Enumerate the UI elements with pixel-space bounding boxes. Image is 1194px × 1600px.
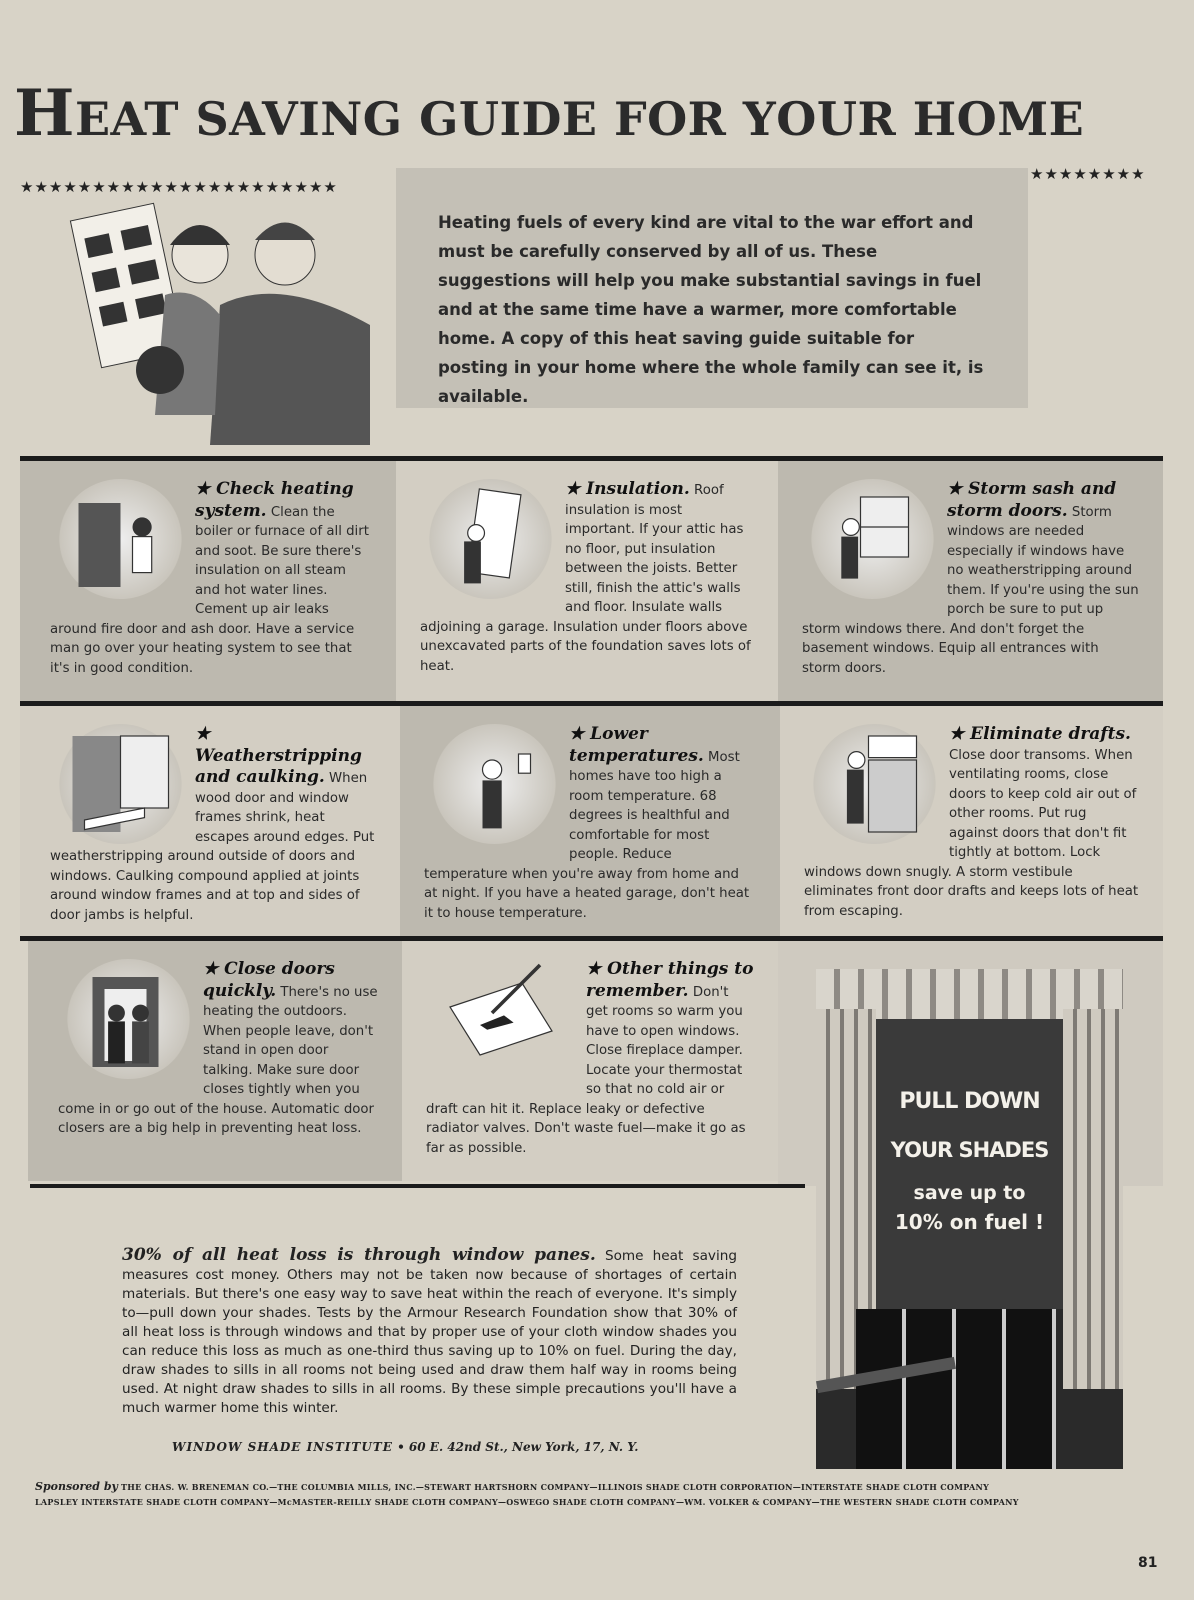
tip-panel-temperatures bbox=[400, 706, 780, 936]
tip-heading: ★ Weatherstripping and caulking. bbox=[195, 724, 362, 787]
tip-heading: ★ Other things to remember. bbox=[586, 959, 754, 1001]
pull-down-shades-illustration bbox=[816, 969, 1123, 1469]
tip-heading: ★ Insulation. bbox=[565, 479, 690, 499]
tip-body: Roof insulation is most important. If your attic has no floor, put insulation between the joists. Better still, finish the attic's walls and floor. Insulate walls adjoining a garage. Insulation under floors above unexcavated parts of the foundation saves lots of heat. bbox=[420, 483, 751, 674]
tip-body: When wood door and window frames shrink, heat escapes around edges. Put weatherstripping around outside of doors and windows. Caulking compound applied at joints around window frames and at top and sides of door jambs is helpful. bbox=[50, 771, 375, 923]
sponsors-line-2: LAPSLEY INTERSTATE SHADE CLOTH COMPANY—McMASTER-REILLY SHADE CLOTH COMPANY—OSWEGO SHADE CLOTH COMPANY—WM. VOLKER & COMPANY—THE WESTERN SHADE CLOTH COMPANY bbox=[35, 1497, 1019, 1507]
tip-panel-weatherstripping bbox=[20, 706, 400, 936]
title-rest: EAT SAVING GUIDE FOR YOUR HOME bbox=[74, 92, 1085, 146]
tip-panel-insulation bbox=[396, 461, 778, 701]
thermostat-illustration bbox=[432, 724, 557, 844]
sponsors-label: Sponsored by bbox=[35, 1480, 118, 1493]
window-shade bbox=[876, 1019, 1063, 1309]
weatherstrip-illustration bbox=[58, 724, 183, 844]
family-illustration bbox=[40, 185, 385, 450]
title-initial: H bbox=[14, 76, 75, 151]
star-row-right: ★★★★★★★★ bbox=[1030, 165, 1146, 183]
divider bbox=[30, 1184, 805, 1188]
shade-headline-1: PULL DOWN bbox=[899, 1089, 1040, 1114]
curtain-right bbox=[1063, 1009, 1123, 1389]
insulation-illustration bbox=[428, 479, 553, 599]
intro-text: Heating fuels of every kind are vital to the war effort and must be carefully conserved by all of us. These suggestions will help you make substantial savings in fuel and at the same time have a warmer, more comfortable home. A copy of this heat saving guide suitable for posting in your home where the whole family can see it, is available. bbox=[438, 213, 984, 406]
doorway-illustration bbox=[66, 959, 191, 1079]
institute-name: WINDOW SHADE INSTITUTE bbox=[172, 1440, 393, 1454]
tip-body: There's no use heating the outdoors. When people leave, don't stand in open door talking. Make sure door closes tightly when you come in or go out of the house. Automatic door closers are a big help in preventing heat loss. bbox=[58, 984, 378, 1136]
tip-body: Don't get rooms so warm you have to open windows. Close fireplace damper. Locate your thermostat so that no cold air or draft can hit it. Replace leaky or defective radiator valves. Don't waste fuel—make it go as far as possible. bbox=[426, 984, 746, 1156]
tip-heading: ★ Close doors quickly. bbox=[203, 959, 335, 1001]
tip-panel-heating bbox=[20, 461, 396, 701]
bottom-lead: 30% of all heat loss is through window panes. bbox=[122, 1245, 596, 1265]
tip-body: Clean the boiler or furnace of all dirt and soot. Be sure there's insulation on all steam and hot water lines. Cement up air leaks around fire door and ash door. Have a service man go over your heating system to see that it's in good condition. bbox=[50, 504, 369, 676]
intro-box bbox=[396, 168, 1028, 408]
bottom-body: Some heat saving measures cost money. Others may not be taken now because of shortages of certain materials. But there's one easy way to save heat within the reach of everyone. It's simply to—pull down your shades. Tests by the Armour Research Foundation show that 30% of all heat loss is through windows and that by proper use of your cloth window shades you can reduce this loss as much as one-third thus saving up to 10% on fuel. During the day, draw shades to sills in all rooms not being used and draw them half way in rooms being used. At night draw shades to sills in all rooms. By these simple precautions you'll have a much warmer home this winter. bbox=[122, 1248, 737, 1416]
page-number: 81 bbox=[1138, 1555, 1158, 1571]
tip-body: Close door transoms. When ventilating rooms, close doors to keep cold air out of other rooms. Put rug against doors that don't fit tightly at bottom. Lock windows down snugly. A storm vestibule eliminates front door drafts and keeps lots of heat from escaping. bbox=[804, 747, 1139, 919]
tip-heading: ★ Eliminate drafts. bbox=[949, 724, 1131, 744]
window-heat-loss-text bbox=[122, 1246, 737, 1418]
page-title bbox=[14, 76, 1180, 151]
tip-body: Most homes have too high a room temperature. 68 degrees is healthful and comfortable for most people. Reduce temperature when you're away from home and at night. If you have a heated garage, don't heat it to house temperature. bbox=[424, 749, 750, 921]
tip-heading: ★ Lower temperatures. bbox=[569, 724, 704, 766]
tip-heading: ★ Storm sash and storm doors. bbox=[947, 479, 1117, 521]
tip-panel-other bbox=[402, 941, 778, 1181]
sponsors-line-1 bbox=[35, 1480, 989, 1493]
furnace-illustration bbox=[58, 479, 183, 599]
star-row-left: ★★★★★★★★★★★★★★★★★★★★★★ bbox=[20, 178, 338, 196]
tip-panel-storm-sash bbox=[778, 461, 1163, 701]
window-panes bbox=[856, 1309, 1056, 1469]
writing-illustration bbox=[434, 959, 574, 1079]
shade-subline-1: save up to bbox=[913, 1182, 1026, 1204]
tip-panel-drafts bbox=[780, 706, 1163, 936]
shade-subline-2: 10% on fuel ! bbox=[894, 1210, 1045, 1234]
tip-heading: ★ Check heating system. bbox=[195, 479, 354, 521]
tip-body: Storm windows are needed especially if windows have no weatherstripping around them. If you're using the sun porch be sure to put up storm windows there. And don't forget the basement windows. Equip all entrances with storm doors. bbox=[802, 504, 1139, 676]
institute-address: • 60 E. 42nd St., New York, 17, N. Y. bbox=[397, 1440, 639, 1454]
tip-panel-close-doors bbox=[28, 941, 402, 1181]
sponsors-list-1: THE CHAS. W. BRENEMAN CO.—THE COLUMBIA MILLS, INC.—STEWART HARTSHORN COMPANY—ILLINOIS SHADE CLOTH CORPORATION—INTERSTATE SHADE CLOTH COMPANY bbox=[121, 1482, 990, 1492]
shade-headline-2: YOUR SHADES bbox=[890, 1138, 1049, 1162]
institute-line bbox=[172, 1440, 638, 1454]
transom-illustration bbox=[812, 724, 937, 844]
storm-window-illustration bbox=[810, 479, 935, 599]
